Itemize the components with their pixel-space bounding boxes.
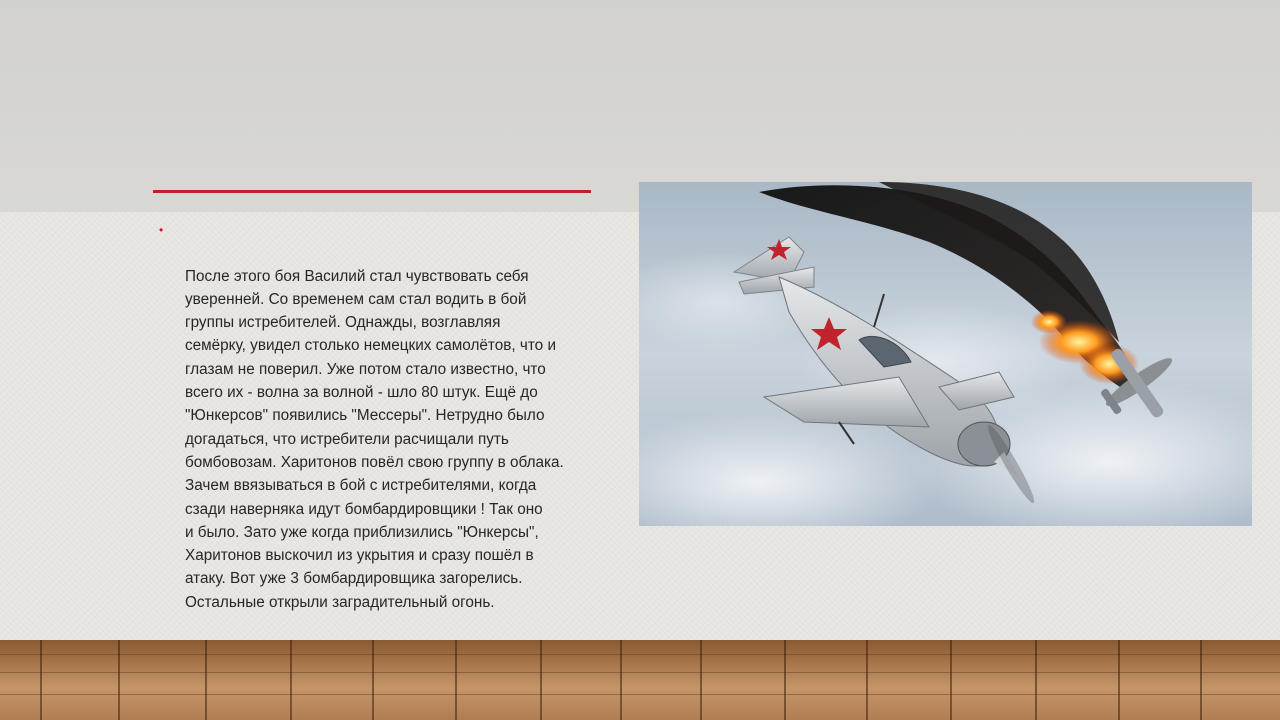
fighter-plane-image	[639, 182, 1252, 526]
bullet-text: После этого боя Василий стал чувствовать себя уверенней. Со временем сам стал водить в бой группы истребителей. Однажды, возглавляя семёрку, увидел столько немецких самолётов, что и глазам не поверил. Уже потом стало известно, что всего их - волна за волной - шло 80 штук. Ещё до "Юнкерсов" появились "Мессеры". Нетрудно было догадаться, что истребители расчищали путь бомбовозам. Харитонов повёл свою группу в облака. Зачем ввязываться в бой с истребителями, когда сзади наверняка идут бомбардировщики ! Так оно и было. Зато уже когда приблизились "Юнкерсы", Харитонов выскочил из укрытия и сразу пошёл в атаку. Вот уже 3 бомбардировщика загорелись. Остальные открыли заградительный огонь.	[185, 267, 564, 611]
slide-photo	[639, 182, 1252, 526]
bullet-list	[160, 218, 600, 637]
bullet-marker: •	[159, 223, 164, 237]
slide-background-top	[0, 0, 1280, 212]
wooden-floor	[0, 640, 1280, 720]
title-accent-line	[153, 190, 591, 193]
